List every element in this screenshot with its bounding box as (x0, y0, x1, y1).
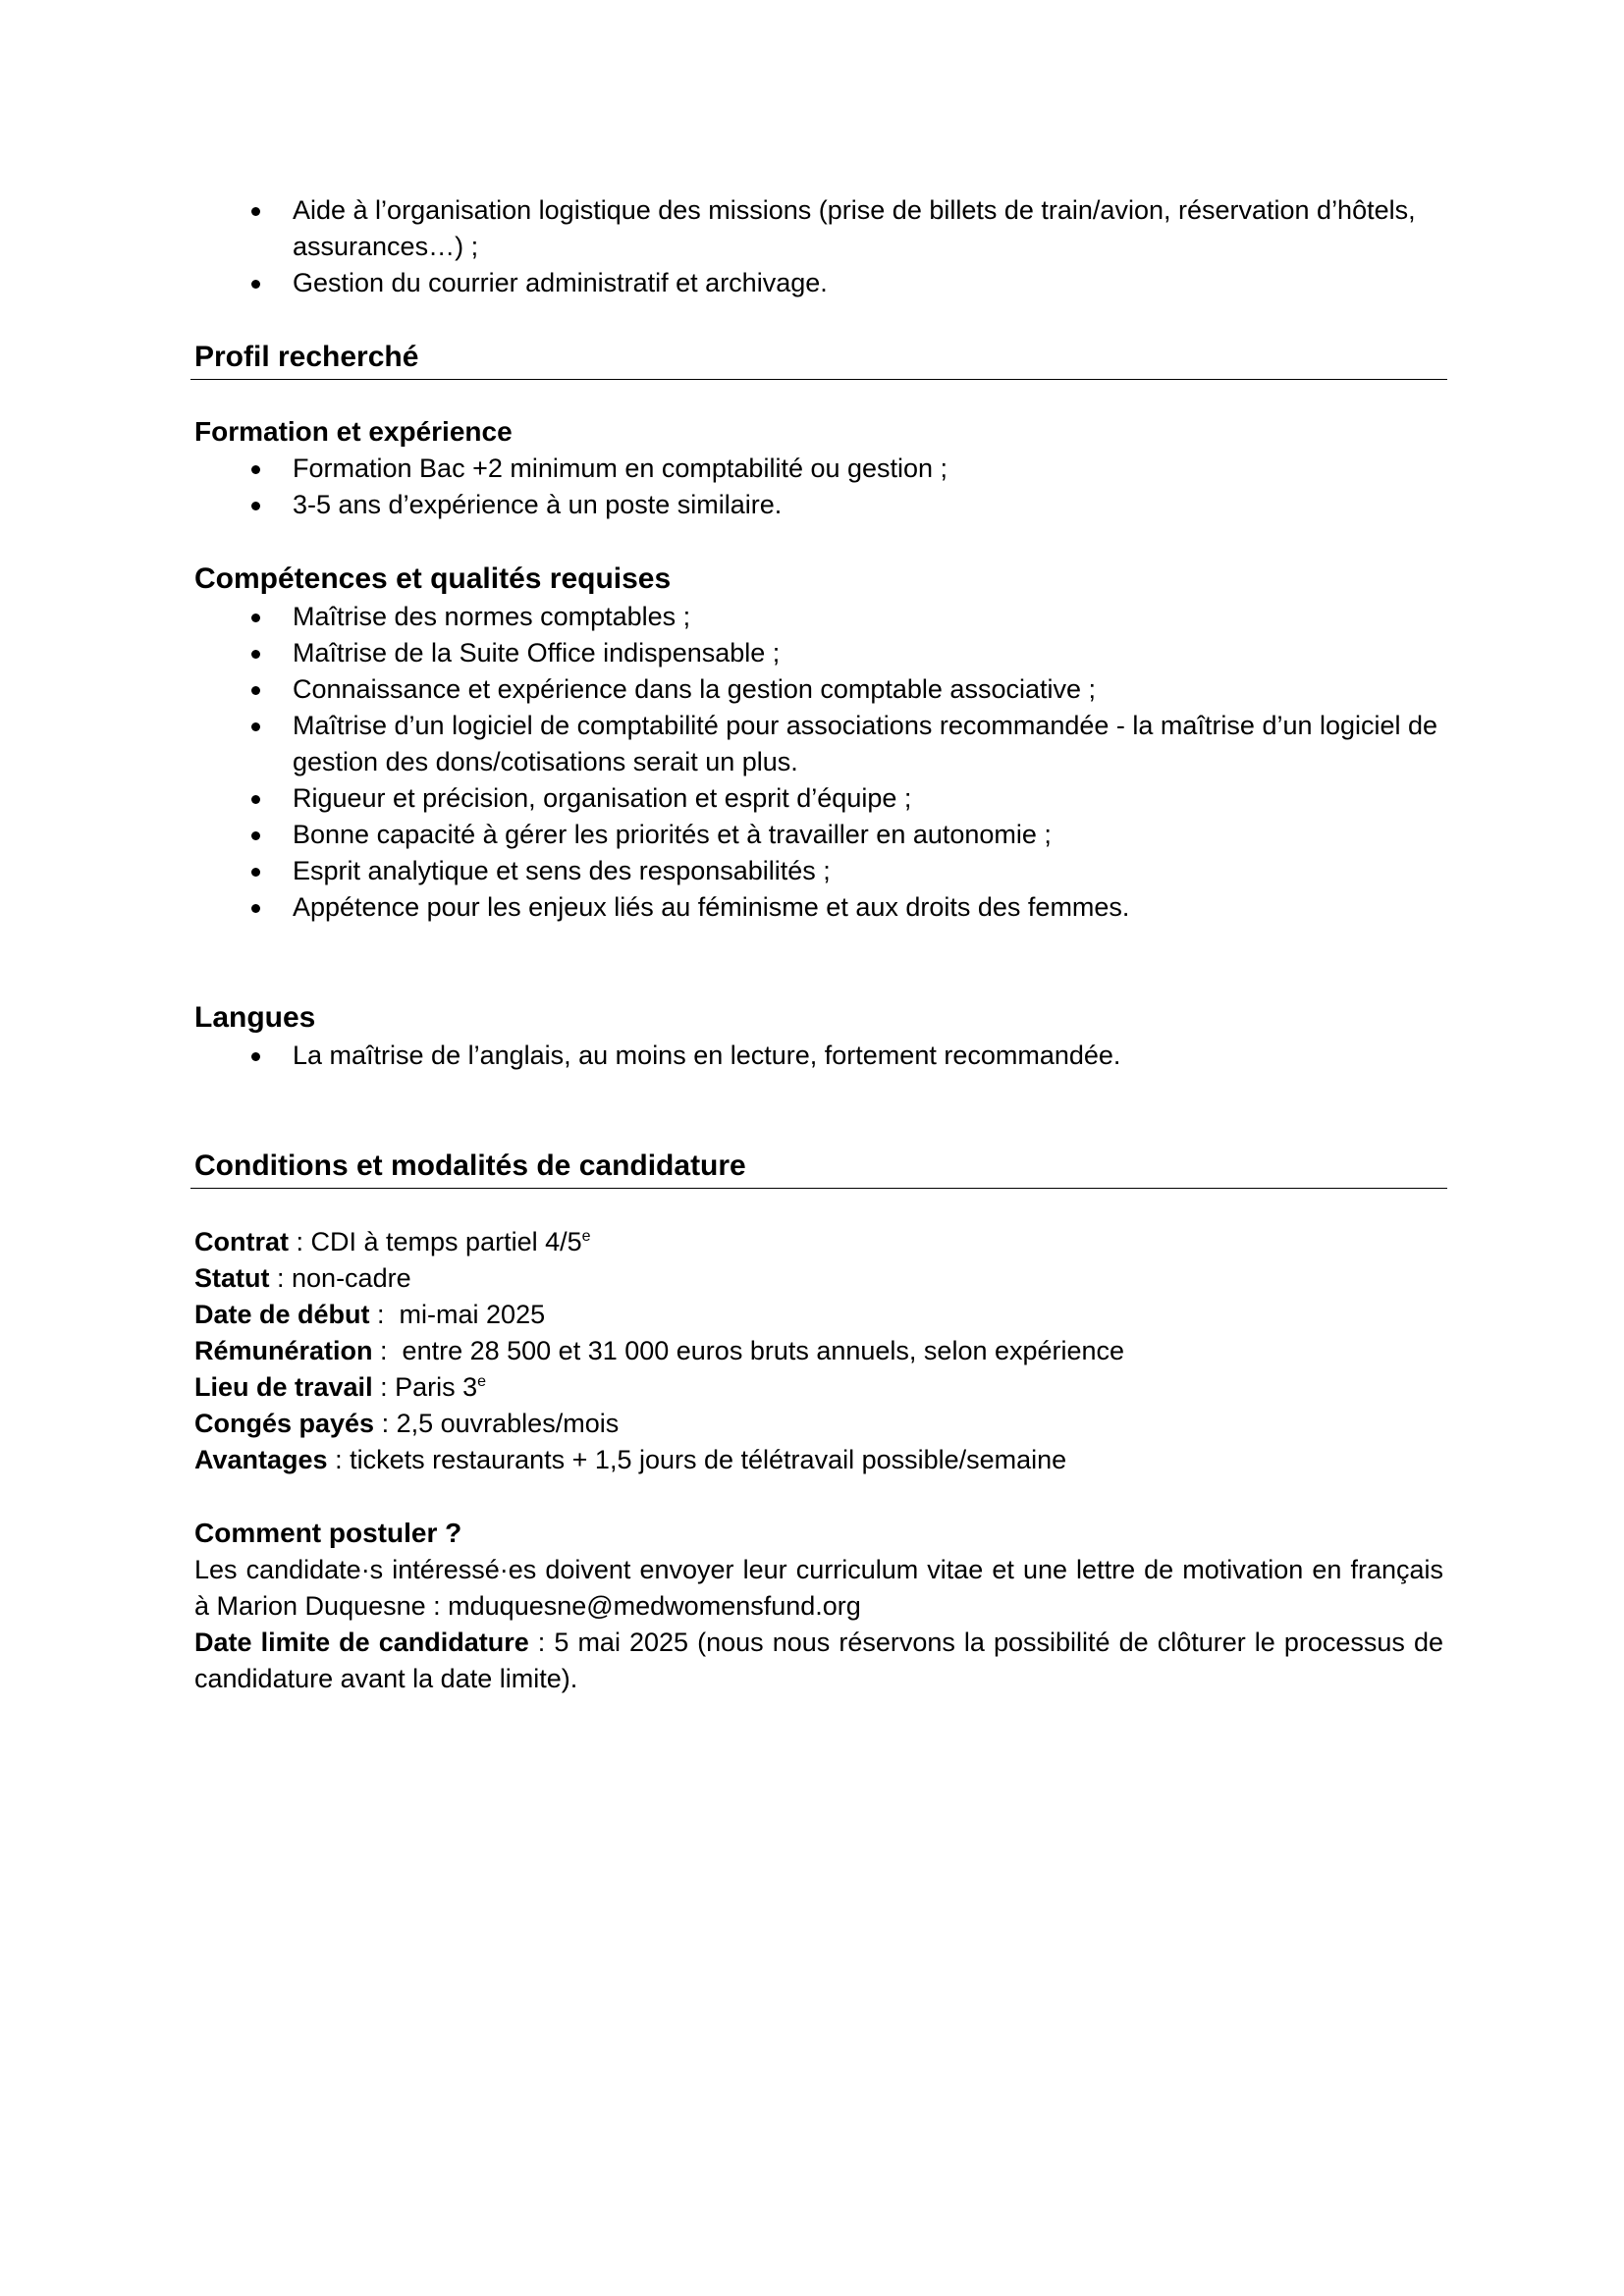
list-item: La maîtrise de l’anglais, au moins en lecture, fortement recommandée. (194, 1038, 1443, 1074)
langues-list (194, 1038, 1443, 1074)
subsection-title-competences: Compétences et qualités requises (194, 562, 672, 595)
list-item: Maîtrise d’un logiciel de comptabilité pour associations recommandée - la maîtrise d’un logiciel de gestion des dons/cotisations serait un plus. (194, 708, 1443, 780)
field-date-limite (194, 1625, 1443, 1697)
field-value: tickets restaurants + 1,5 jours de télétravail possible/semaine (350, 1445, 1067, 1474)
list-item: Rigueur et précision, organisation et esprit d’équipe ; (194, 780, 1443, 817)
list-item: Maîtrise des normes comptables ; (194, 599, 1443, 635)
field-conges (194, 1406, 1443, 1442)
section-title-conditions: Conditions et modalités de candidature (190, 1147, 1447, 1189)
field-separator: : (289, 1227, 311, 1256)
field-separator: : (374, 1409, 397, 1438)
list-item: Bonne capacité à gérer les priorités et à travailler en autonomie ; (194, 817, 1443, 853)
field-remuneration (194, 1333, 1443, 1369)
field-statut (194, 1260, 1443, 1297)
list-item: Formation Bac +2 minimum en comptabilité ou gestion ; (194, 451, 1443, 487)
formation-list (194, 451, 1443, 523)
list-item: Connaissance et expérience dans la gestion comptable associative ; (194, 671, 1443, 708)
field-value: entre 28 500 et 31 000 euros bruts annuels, selon expérience (402, 1336, 1125, 1365)
postuler-text: Les candidate·s intéressé·es doivent envoyer leur curriculum vitae et une lettre de motivation en français à Marion Duquesne : mduquesne@medwomensfund.org (194, 1555, 1443, 1621)
field-separator: : (369, 1300, 400, 1329)
list-item: Aide à l’organisation logistique des missions (prise de billets de train/avion, réservation d’hôtels, assurances…) ; (194, 192, 1443, 265)
document-content (194, 192, 1443, 1697)
field-value: non-cadre (292, 1263, 411, 1293)
field-separator: : (327, 1445, 351, 1474)
subsection-title-postuler: Comment postuler ? (194, 1518, 462, 1548)
list-item: Maîtrise de la Suite Office indispensable ; (194, 635, 1443, 671)
subsection-title-formation: Formation et expérience (194, 416, 513, 447)
list-item: 3-5 ans d’expérience à un poste similaire. (194, 487, 1443, 523)
field-value: Paris 3 (395, 1372, 478, 1402)
field-separator: : (372, 1372, 396, 1402)
field-label: Rémunération (194, 1336, 373, 1365)
list-item: Appétence pour les enjeux liés au féminisme et aux droits des femmes. (194, 889, 1443, 926)
list-item: Esprit analytique et sens des responsabilités ; (194, 853, 1443, 889)
field-value: 2,5 ouvrables/mois (396, 1409, 620, 1438)
field-label: Avantages (194, 1445, 328, 1474)
field-separator: : (372, 1336, 403, 1365)
field-value: CDI à temps partiel 4/5 (310, 1227, 582, 1256)
field-value: 5 mai 2025 (nous nous réservons la possibilité de clôturer le processus de candidature avant la date limite). (194, 1628, 1443, 1693)
subsection-title-langues: Langues (194, 1001, 316, 1034)
field-avantages (194, 1442, 1443, 1478)
field-contrat (194, 1224, 1443, 1260)
field-label: Congés payés (194, 1409, 375, 1438)
missions-list (194, 192, 1443, 301)
field-label: Statut (194, 1263, 270, 1293)
competences-list (194, 599, 1443, 926)
field-separator: : (269, 1263, 293, 1293)
section-title-profil: Profil recherché (190, 338, 1447, 380)
field-label: Contrat (194, 1227, 289, 1256)
field-label: Lieu de travail (194, 1372, 373, 1402)
field-lieu (194, 1369, 1443, 1406)
superscript: e (581, 1228, 591, 1245)
field-label: Date de début (194, 1300, 370, 1329)
field-date-debut (194, 1297, 1443, 1333)
field-separator: : (528, 1628, 555, 1657)
field-label: Date limite de candidature (194, 1628, 529, 1657)
list-item: Gestion du courrier administratif et archivage. (194, 265, 1443, 301)
superscript: e (477, 1373, 487, 1390)
field-value: mi-mai 2025 (399, 1300, 546, 1329)
